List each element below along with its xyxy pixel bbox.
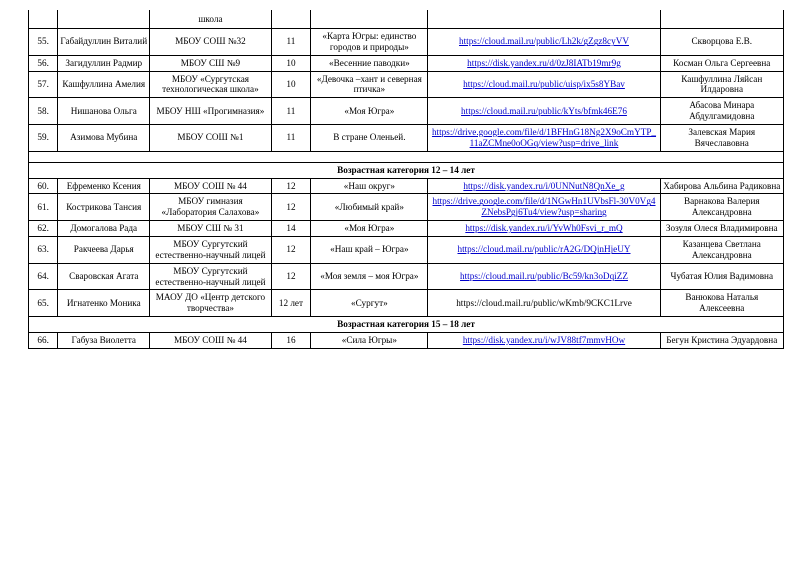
table-body [29,10,784,348]
cell-age: 12 [271,237,311,264]
category-heading-row-15-18 [29,317,784,333]
cell-school: МБОУ НШ «Прогимназия» [150,98,271,125]
cell-teacher: Косман Ольга Сергеевна [660,55,783,71]
cell-num: 59. [29,125,58,152]
table-row [29,263,784,290]
cell-title: «Сила Югры» [311,333,428,349]
cell-school: школа [150,10,271,29]
cell-num: 64. [29,263,58,290]
cell-teacher: Абасова Минара Абдулгамидовна [660,98,783,125]
cell-title: В стране Оленьей. [311,125,428,152]
category-heading-row-12-14 [29,162,784,178]
cell-name: Ефременко Ксения [58,178,150,194]
table-row [29,178,784,194]
cell-link [428,10,660,29]
work-link[interactable]: https://cloud.mail.ru/public/uisp/ix5s8YBav [463,79,625,89]
cell-title: «Наш край – Югра» [311,237,428,264]
cell-school: МБОУ СОШ №1 [150,125,271,152]
cell-school: МБОУ СШ № 31 [150,221,271,237]
cell-age: 12 [271,194,311,221]
cell-num [29,10,58,29]
cell-num: 66. [29,333,58,349]
category-heading: Возрастная категория 12 – 14 лет [29,162,784,178]
cell-name: Загидуллин Радмир [58,55,150,71]
table-row [29,98,784,125]
cell-title: «Весенние паводки» [311,55,428,71]
cell-age: 14 [271,221,311,237]
cell-name: Сваровская Агата [58,263,150,290]
work-link[interactable]: https://disk.yandex.ru/d/0zJ8IATb19mr9g [467,57,621,68]
table-row [29,290,784,317]
work-link[interactable]: https://cloud.mail.ru/public/Bc59/kn3oDqiZZ [460,271,628,282]
cell-name: Кашфуллина Амелия [58,71,150,98]
cell-teacher: Казанцева Светлана Александровна [660,237,783,264]
cell-school: МАОУ ДО «Центр детского творчества» [150,290,271,317]
cell-title: «Сургут» [311,290,428,317]
cell-name: Азимова Мубина [58,125,150,152]
work-link[interactable]: https://disk.yandex.ru/i/wJV88tf7mmvHOw [462,335,626,346]
category-heading: Возрастная категория 15 – 18 лет [29,317,784,333]
cell-title: «Наш округ» [311,178,428,194]
cell-title: «Моя земля – моя Югра» [311,263,428,290]
cell-school: МБОУ Сургутский естественно-научный лицей [150,237,271,264]
cell-teacher: Кашфуллина Ляйсан Илдаровна [660,71,783,98]
participants-table [28,10,784,349]
cell-school: МБОУ «Сургутская технологическая школа» [150,71,271,98]
cell-num: 65. [29,290,58,317]
cell-name: Габуза Виолетта [58,333,150,349]
table-row-partial-top [29,10,784,29]
cell-link [428,98,660,125]
cell-num: 60. [29,178,58,194]
cell-link [428,125,660,152]
table-row [29,71,784,98]
cell-age: 10 [271,55,311,71]
cell-name: Нишанова Ольга [58,98,150,125]
table-row [29,55,784,71]
cell-link [428,237,660,264]
cell-title: «Моя Югра» [311,98,428,125]
work-link[interactable]: https://cloud.mail.ru/public/Lh2k/gZgz8cyVV [459,36,629,47]
work-link[interactable]: https://drive.google.com/file/d/1BFHnG18Ng2X9oCmYTP_11aZCMne0oOGq/view?usp=drive_link [431,127,657,148]
cell-num: 62. [29,221,58,237]
cell-age: 11 [271,125,311,152]
cell-age: 12 [271,263,311,290]
cell-teacher: Скворцова Е.В. [660,29,783,56]
cell-name: Ракчеева Дарья [58,237,150,264]
work-link[interactable]: https://cloud.mail.ru/public/kYts/bfmk46E76 [461,105,627,116]
cell-school: МБОУ СОШ № 44 [150,333,271,349]
cell-link [428,178,660,194]
table-row [29,194,784,221]
cell-school: МБОУ СОШ №32 [150,29,271,56]
cell-age: 12 [271,178,311,194]
cell-teacher [660,10,783,29]
cell-school: МБОУ СОШ № 44 [150,178,271,194]
cell-age: 11 [271,29,311,56]
work-link[interactable]: https://disk.yandex.ru/i/YvWh0Fsvi_r_mQ [465,223,623,234]
table-row [29,29,784,56]
work-link[interactable]: https://cloud.mail.ru/public/wKmb/9CKC1Lrve [456,297,632,308]
cell-teacher: Варнакова Валерия Александровна [660,194,783,221]
cell-num: 56. [29,55,58,71]
cell-link [428,333,660,349]
table-row [29,333,784,349]
cell-link [428,290,660,317]
cell-num: 61. [29,194,58,221]
cell-title: «Моя Югра» [311,221,428,237]
cell-title: «Карта Югры: единство городов и природы» [311,29,428,56]
cell-link [428,194,660,221]
cell-num: 57. [29,71,58,98]
cell-age: 12 лет [271,290,311,317]
cell-school: МБОУ гимназия «Лаборатория Салахова» [150,194,271,221]
cell-num: 55. [29,29,58,56]
cell-title: «Любимый край» [311,194,428,221]
cell-num: 63. [29,237,58,264]
cell-teacher: Бегун Кристина Эдуардовна [660,333,783,349]
table-spacer [29,151,784,162]
cell-link [428,29,660,56]
cell-age [271,10,311,29]
cell-title: «Девочка –хант и северная птичка» [311,71,428,98]
work-link[interactable]: https://cloud.mail.ru/public/rA2G/DQjnHjeUY [457,244,631,255]
table-row [29,221,784,237]
cell-school: МБОУ СШ №9 [150,55,271,71]
cell-teacher: Ванюкова Наталья Алексеевна [660,290,783,317]
cell-num: 58. [29,98,58,125]
cell-age: 16 [271,333,311,349]
work-link[interactable]: https://drive.google.com/file/d/1NGwHn1UVbsFl-30V0Vg4ZNebsPgj6Tu4/view?usp=sharing [432,196,656,218]
cell-name: Домогалова Рада [58,221,150,237]
cell-age: 10 [271,71,311,98]
cell-title [311,10,428,29]
table-row [29,237,784,264]
work-link[interactable]: https://disk.yandex.ru/i/0UNNutN8QnXe_g [463,180,625,191]
spacer-cell [29,151,784,162]
cell-age: 11 [271,98,311,125]
cell-link [428,55,660,71]
table-row [29,125,784,152]
cell-school: МБОУ Сургутский естественно-научный лицей [150,263,271,290]
cell-name [58,10,150,29]
cell-teacher: Зозуля Олеся Владимировна [660,221,783,237]
cell-name: Кострикова Тансия [58,194,150,221]
cell-name: Игнатенко Моника [58,290,150,317]
cell-teacher: Хабирова Альбина Радиковна [660,178,783,194]
cell-name: Габайдуллин Виталий [58,29,150,56]
cell-teacher: Залевская Мария Вячеславовна [660,125,783,152]
cell-link [428,71,660,98]
cell-link [428,221,660,237]
cell-teacher: Чубатая Юлия Вадимовна [660,263,783,290]
cell-link [428,263,660,290]
